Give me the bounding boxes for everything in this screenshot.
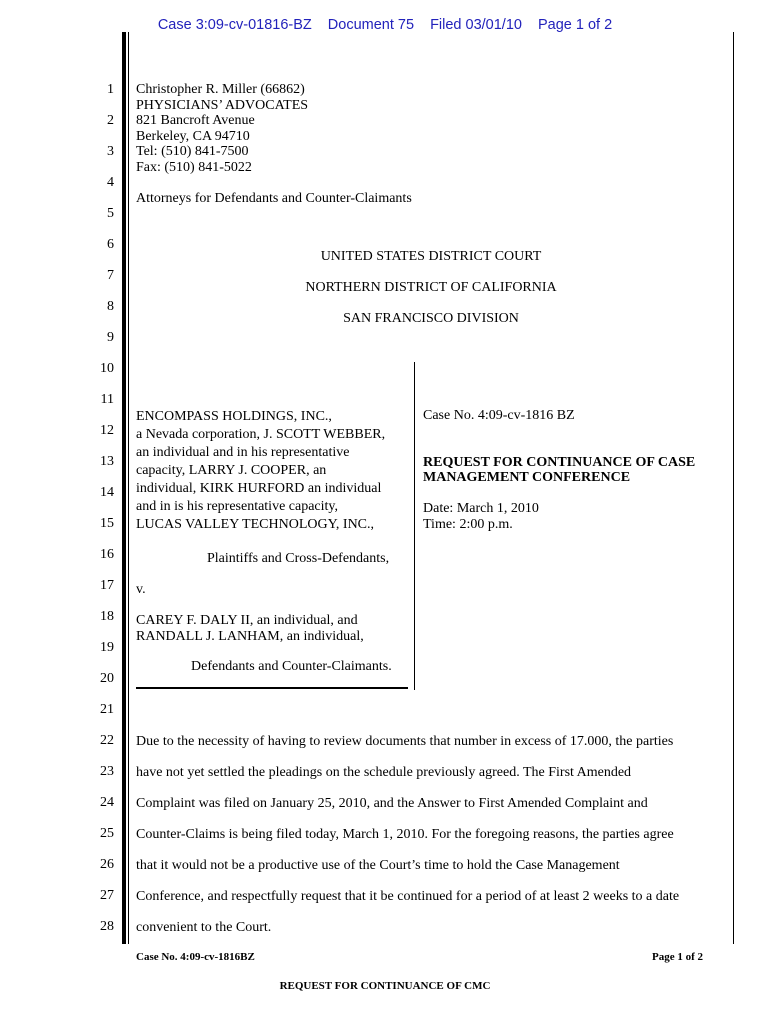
attorney-firm: PHYSICIANS’ ADVOCATES xyxy=(136,97,309,113)
case-number: Case No. 4:09-cv-1816 BZ xyxy=(423,408,575,423)
line-number: 21 xyxy=(100,702,114,717)
line-number: 19 xyxy=(100,640,114,655)
right-margin-rule xyxy=(733,32,734,944)
attorney-role: Attorneys for Defendants and Counter-Claimants xyxy=(136,191,412,206)
line-number: 17 xyxy=(100,578,114,593)
plaintiff-line: capacity, LARRY J. COOPER, an xyxy=(136,463,327,478)
plaintiffs-role: Plaintiffs and Cross-Defendants, xyxy=(207,551,390,566)
attorney-tel: Tel: (510) 841-7500 xyxy=(136,144,249,159)
court-district: NORTHERN DISTRICT OF CALIFORNIA xyxy=(305,280,557,295)
footer-page: Page 1 of 2 xyxy=(652,951,704,963)
line-number: 5 xyxy=(107,206,114,221)
line-number: 8 xyxy=(107,299,114,314)
defendant-line: RANDALL J. LANHAM, an individual, xyxy=(136,629,364,644)
line-number: 25 xyxy=(100,826,114,841)
line-number: 4 xyxy=(107,175,114,190)
body-line: Conference, and respectfully request that it be continued for a period of at least 2 weeks to a date xyxy=(136,889,680,904)
line-number: 3 xyxy=(107,144,114,159)
ecf-header xyxy=(0,17,770,33)
body-line: Counter-Claims is being filed today, March 1, 2010. For the foregoing reasons, the parties agree xyxy=(136,827,674,842)
body-line: Complaint was filed on January 25, 2010, and the Answer to First Amended Complaint and xyxy=(136,796,648,811)
line-number: 14 xyxy=(100,485,114,500)
header-filed: Filed 03/01/10 xyxy=(430,17,522,33)
plaintiff-line: ENCOMPASS HOLDINGS, INC., xyxy=(136,409,332,424)
attorney-street: 821 Bancroft Avenue xyxy=(136,113,255,128)
header-page: Page 1 of 2 xyxy=(538,17,613,33)
header-document: Document 75 xyxy=(327,17,415,33)
line-number: 7 xyxy=(107,268,114,283)
line-number: 12 xyxy=(100,423,114,438)
left-margin-rule-thin xyxy=(128,32,129,944)
body-line: convenient to the Court. xyxy=(136,920,272,935)
header-case: Case 3:09-cv-01816-BZ xyxy=(157,17,312,33)
court-division: SAN FRANCISCO DIVISION xyxy=(343,311,519,326)
plaintiff-line: LUCAS VALLEY TECHNOLOGY, INC., xyxy=(136,517,375,532)
line-number: 1 xyxy=(107,82,114,97)
line-number: 13 xyxy=(100,454,114,469)
line-number: 11 xyxy=(100,392,114,407)
document-title-line: REQUEST FOR CONTINUANCE OF CASE xyxy=(423,455,696,470)
line-number: 23 xyxy=(100,764,114,779)
line-number: 28 xyxy=(100,919,114,934)
line-number: 20 xyxy=(100,671,114,686)
body-line: Due to the necessity of having to review documents that number in excess of 17.000, the parties xyxy=(136,734,674,749)
body-line: have not yet settled the pleadings on the schedule previously agreed. The First Amended xyxy=(136,765,632,780)
line-number: 16 xyxy=(100,547,114,562)
caption-vertical-divider xyxy=(414,362,415,690)
attorney-name: Christopher R. Miller (66862) xyxy=(136,82,305,97)
line-number: 27 xyxy=(100,888,114,903)
line-number: 2 xyxy=(107,113,114,128)
line-number: 10 xyxy=(100,361,114,376)
line-number: 22 xyxy=(100,733,114,748)
plaintiff-line: and in is his representative capacity, xyxy=(136,499,339,514)
defendants-role: Defendants and Counter-Claimants. xyxy=(191,659,392,674)
document-title-line: MANAGEMENT CONFERENCE xyxy=(423,470,631,485)
caption-bottom-rule xyxy=(136,687,408,689)
line-number: 6 xyxy=(107,237,114,252)
attorney-fax: Fax: (510) 841-5022 xyxy=(136,159,252,175)
attorney-city: Berkeley, CA 94710 xyxy=(136,128,250,144)
plaintiff-line: individual, KIRK HURFORD an individual xyxy=(136,481,382,496)
line-number: 26 xyxy=(100,857,114,872)
plaintiff-line: an individual and in his representative xyxy=(136,445,350,460)
line-number: 24 xyxy=(100,795,114,810)
left-margin-rule xyxy=(122,32,126,944)
body-line: that it would not be a productive use of the Court’s time to hold the Case Management xyxy=(136,858,620,873)
versus: v. xyxy=(136,582,146,597)
defendant-line: CAREY F. DALY II, an individual, and xyxy=(136,613,358,628)
line-number: 9 xyxy=(107,330,114,345)
hearing-date: Date: March 1, 2010 xyxy=(423,501,539,516)
line-number: 15 xyxy=(100,516,114,531)
line-number: 18 xyxy=(100,609,114,624)
court-name: UNITED STATES DISTRICT COURT xyxy=(320,249,542,264)
footer-title: REQUEST FOR CONTINUANCE OF CMC xyxy=(279,980,491,992)
hearing-time: Time: 2:00 p.m. xyxy=(423,517,513,532)
plaintiff-line: a Nevada corporation, J. SCOTT WEBBER, xyxy=(136,427,386,442)
footer-case-number: Case No. 4:09-cv-1816BZ xyxy=(136,951,255,963)
